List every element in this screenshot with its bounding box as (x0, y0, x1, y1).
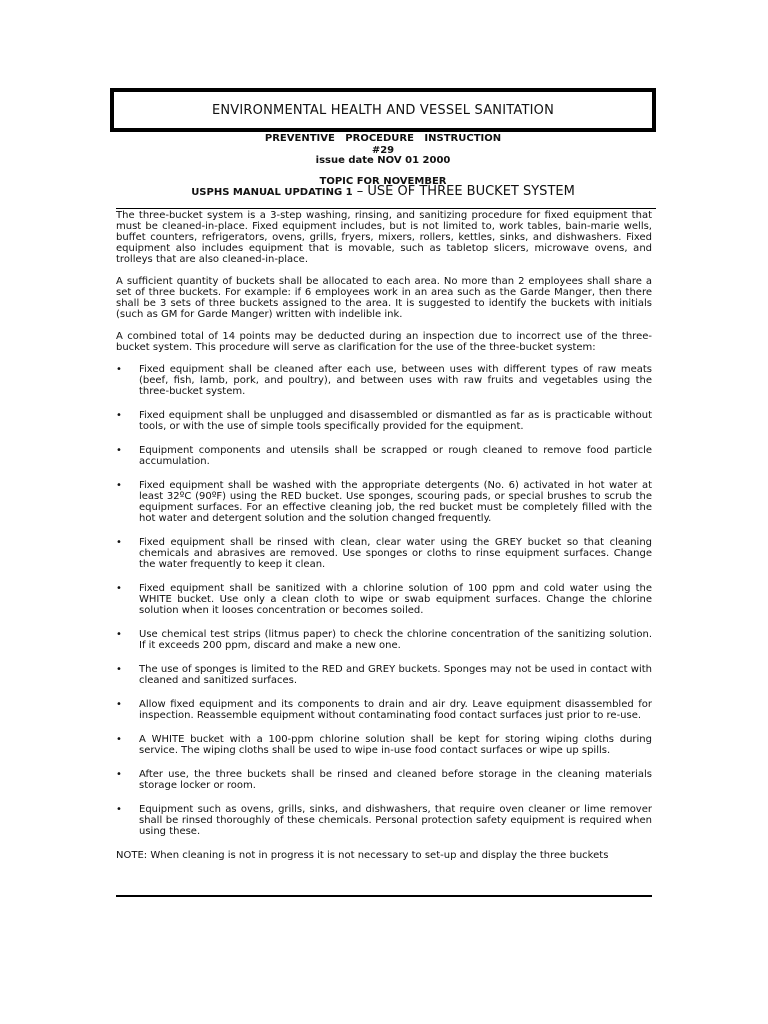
bullet-icon: • (116, 480, 122, 491)
list-item (116, 664, 652, 686)
list-item-text: Fixed equipment shall be washed with the appropriate detergents (No. 6) activated in hot water at least 32ºC (90ºF) using the RED bucket. Use sponges, scouring pads, or special brushes to scrub the equipment surfaces. For an effective cleaning job, the red bucket must be completely filled with the hot water and detergent solution and the solution changed frequently. (139, 480, 652, 524)
bullet-icon: • (116, 445, 122, 456)
intro-paragraph: The three-bucket system is a 3-step washing, rinsing, and sanitizing procedure for fixed equipment that must be cleaned-in-place. Fixed equipment includes, but is not limited to, work tables, bain-marie wells, buffet counters, refrigerators, ovens, grills, fryers, mixers, rollers, kettles, sinks, and dishwashers. Fixed equipment also includes equipment that is movable, such as tabletop slicers, microwave ovens, and trolleys that are also cleaned-in-place. (116, 210, 652, 265)
list-item (116, 769, 652, 791)
top-divider (116, 208, 656, 209)
list-item-text: The use of sponges is limited to the RED and GREY buckets. Sponges may not be used in contact with cleaned and sanitized surfaces. (139, 664, 652, 686)
list-item-text: Allow fixed equipment and its components to drain and air dry. Leave equipment disassembled for inspection. Reassemble equipment without contaminating food contact surfaces just prior to re-use. (139, 699, 652, 721)
list-item (116, 804, 652, 837)
list-item-text: Equipment components and utensils shall be scrapped or rough cleaned to remove food particle accumulation. (139, 445, 652, 467)
list-item (116, 480, 652, 524)
list-item (116, 629, 652, 651)
header-issue-date: issue date NOV 01 2000 (315, 155, 451, 166)
list-item-text: After use, the three buckets shall be rinsed and cleaned before storage in the cleaning materials storage locker or room. (139, 769, 652, 791)
list-item-text: Fixed equipment shall be cleaned after each use, between uses with different types of raw meats (beef, fish, lamb, pork, and poultry), and between uses with raw fruits and vegetables using the three-bucket system. (139, 364, 652, 397)
bullet-icon: • (116, 629, 122, 640)
list-item-text: Use chemical test strips (litmus paper) to check the chlorine concentration of the sanitizing solution. If it exceeds 200 ppm, discard and make a new one. (139, 629, 652, 651)
points-deduction-paragraph: A combined total of 14 points may be deducted during an inspection due to incorrect use of the three-bucket system. This procedure will serve as clarification for the use of the three-bucket system: (116, 331, 652, 353)
bullet-icon: • (116, 734, 122, 745)
procedure-list (116, 364, 652, 837)
header-topic-title: USE OF THREE BUCKET SYSTEM (367, 184, 575, 199)
document-title: ENVIRONMENTAL HEALTH AND VESSEL SANITATION (211, 102, 555, 118)
bullet-icon: • (116, 664, 122, 675)
header-separator: – (352, 184, 368, 199)
header-number: #29 (371, 145, 395, 156)
header-topic-line (110, 186, 656, 198)
header-procedure-instruction: PREVENTIVE PROCEDURE INSTRUCTION (264, 133, 502, 144)
bullet-icon: • (116, 410, 122, 421)
list-item (116, 734, 652, 756)
closing-note: NOTE: When cleaning is not in progress it is not necessary to set-up and display the three buckets (116, 850, 609, 861)
list-item-text: Fixed equipment shall be rinsed with clean, clear water using the GREY bucket so that cleaning chemicals and abrasives are removed. Use sponges or cloths to rinse equipment surfaces. Change the water frequently to keep it clean. (139, 537, 652, 570)
list-item-text: Fixed equipment shall be sanitized with a chlorine solution of 100 ppm and cold water using the WHITE bucket. Use only a clean cloth to wipe or swab equipment surfaces. Change the chlorine solution when it looses concentration or becomes soiled. (139, 583, 652, 616)
document-body (116, 210, 652, 872)
bullet-icon: • (116, 804, 122, 815)
list-item (116, 583, 652, 616)
bottom-divider (116, 895, 652, 897)
list-item (116, 410, 652, 432)
header-manual-updating: USPHS MANUAL UPDATING 1 (191, 187, 353, 198)
header-topic-month: TOPIC FOR NOVEMBER (319, 176, 447, 187)
bullet-icon: • (116, 583, 122, 594)
list-item (116, 699, 652, 721)
list-item (116, 364, 652, 397)
title-box (110, 88, 656, 132)
list-item-text: Equipment such as ovens, grills, sinks, and dishwashers, that require oven cleaner or lime remover shall be rinsed thoroughly of these chemicals. Personal protection safety equipment is required when using these. (139, 804, 652, 837)
bullet-icon: • (116, 537, 122, 548)
list-item-text: Fixed equipment shall be unplugged and disassembled or dismantled as far as is practicable without tools, or with the use of simple tools specifically provided for the equipment. (139, 410, 652, 432)
bullet-icon: • (116, 769, 122, 780)
bullet-icon: • (116, 364, 122, 375)
list-item (116, 537, 652, 570)
bucket-allocation-paragraph: A sufficient quantity of buckets shall be allocated to each area. No more than 2 employees shall share a set of three buckets. For example: if 6 employees work in an area such as the Garde Manger, then there shall be 3 sets of three buckets assigned to the area. It is suggested to identify the buckets with initials (such as GM for Garde Manger) written with indelible ink. (116, 276, 652, 320)
list-item (116, 445, 652, 467)
list-item-text: A WHITE bucket with a 100-ppm chlorine solution shall be kept for storing wiping cloths during service. The wiping cloths shall be used to wipe in-use food contact surfaces or wipe up spills. (139, 734, 652, 756)
bullet-icon: • (116, 699, 122, 710)
